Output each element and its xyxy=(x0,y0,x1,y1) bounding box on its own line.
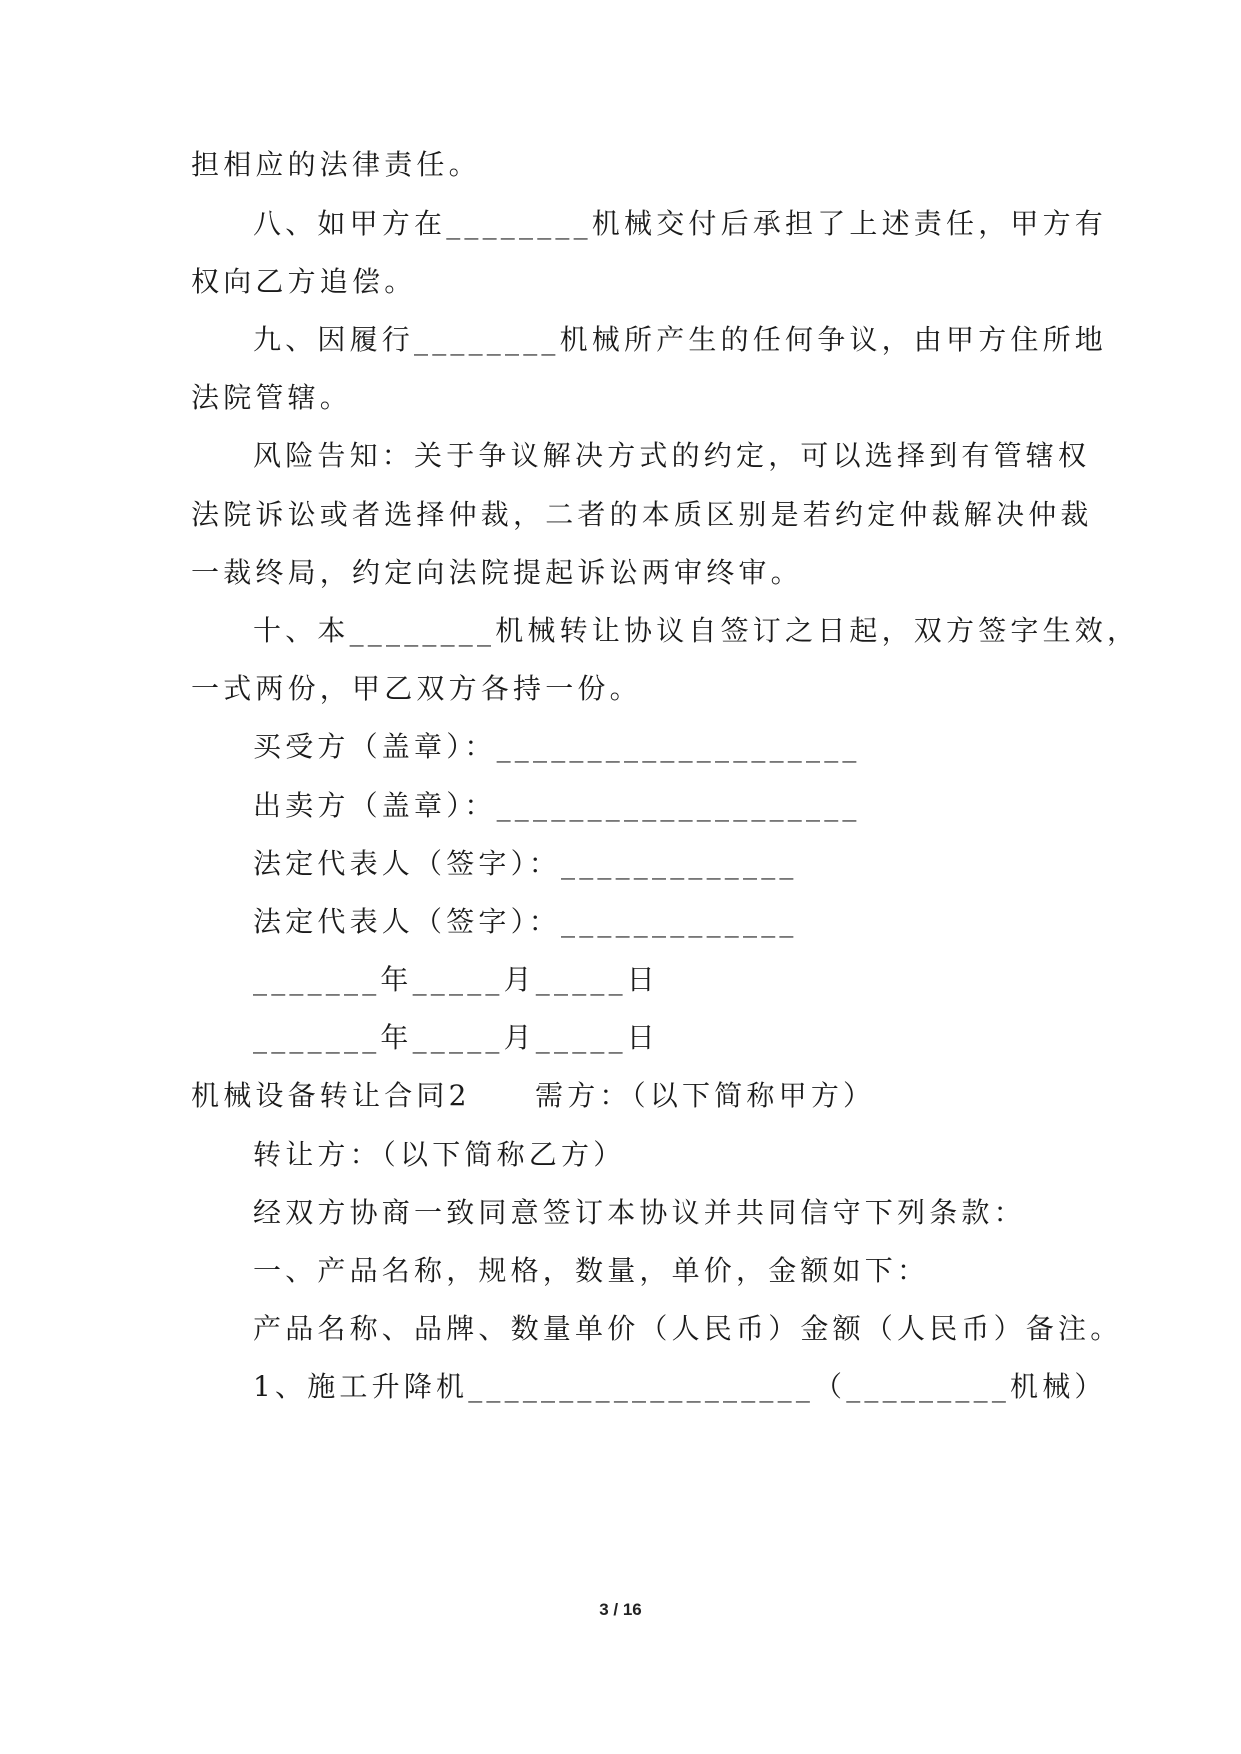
buyer-seal-line: 买受方（盖章）：____________________ xyxy=(253,730,861,763)
legal-rep-signature-line: 法定代表人（签字）：_____________ xyxy=(253,905,798,938)
product-item-line: 1、施工升降机___________________（_________机械） xyxy=(253,1370,1107,1403)
clause-10-line-1: 十、本________机械转让协议自签订之日起，双方签字生效， xyxy=(253,614,1140,647)
legal-rep-signature-line: 法定代表人（签字）：_____________ xyxy=(253,847,798,880)
clause-8-line-1: 八、如甲方在________机械交付后承担了上述责任，甲方有 xyxy=(253,207,1108,240)
clause-9-line-1: 九、因履行________机械所产生的任何争议，由甲方住所地 xyxy=(253,323,1108,356)
product-header-line: 产品名称、品牌、数量单价（人民币）金额（人民币）备注。 xyxy=(253,1312,1123,1345)
contract-2-title-line: 机械设备转让合同2 需方：（以下简称甲方） xyxy=(191,1079,876,1112)
risk-notice-line-3: 一裁终局，约定向法院提起诉讼两审终审。 xyxy=(191,556,803,589)
clause-8-line-2: 权向乙方追偿。 xyxy=(191,265,417,298)
text-line: 担相应的法律责任。 xyxy=(191,148,481,181)
risk-notice-line-1: 风险告知：关于争议解决方式的约定，可以选择到有管辖权 xyxy=(253,439,1091,472)
date-line: _______年_____月_____日 xyxy=(253,1021,660,1054)
clause-9-line-2: 法院管辖。 xyxy=(191,381,353,414)
seller-seal-line: 出卖方（盖章）：____________________ xyxy=(253,789,861,822)
clause-10-line-2: 一式两份，甲乙双方各持一份。 xyxy=(191,672,642,705)
date-line: _______年_____月_____日 xyxy=(253,963,660,996)
transferor-line: 转让方：（以下简称乙方） xyxy=(253,1138,626,1171)
product-clause-line: 一、产品名称，规格，数量，单价，金额如下： xyxy=(253,1254,930,1287)
page-number: 3 / 16 xyxy=(599,1600,642,1619)
agreement-intro-line: 经双方协商一致同意签订本协议并共同信守下列条款： xyxy=(253,1196,1026,1229)
risk-notice-line-2: 法院诉讼或者选择仲裁，二者的本质区别是若约定仲裁解决仲裁 xyxy=(191,498,1093,531)
